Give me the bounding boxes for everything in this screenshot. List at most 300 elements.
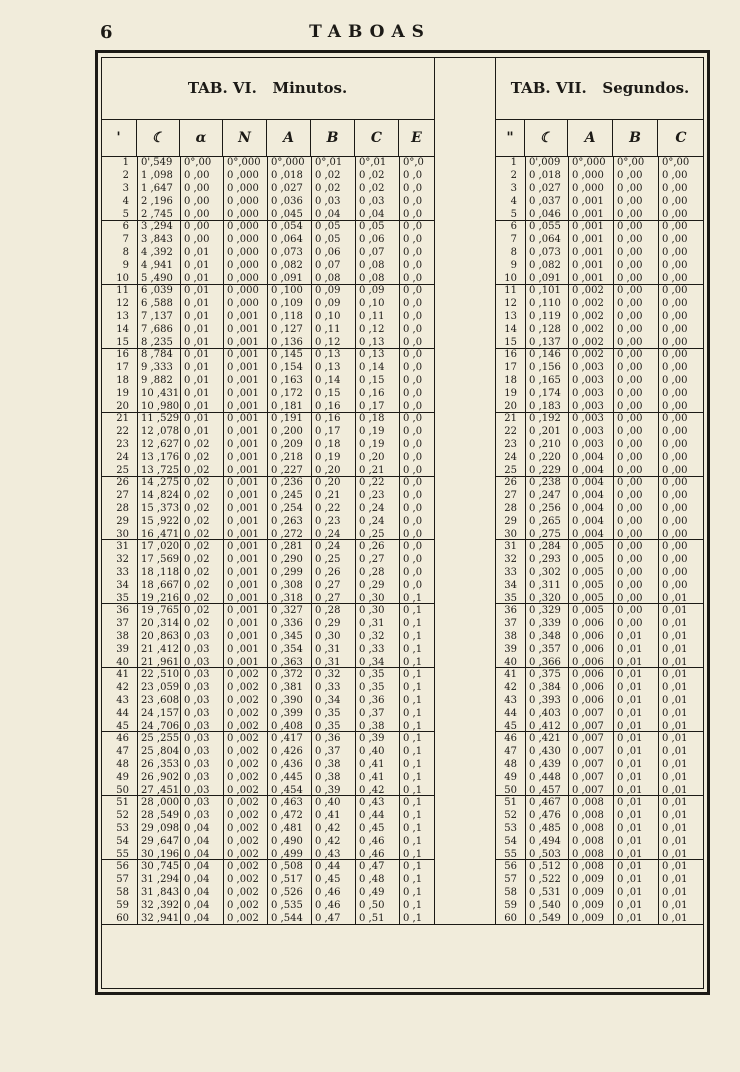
tab7-cell: 0 ,01 xyxy=(617,848,643,860)
tab6-table-row xyxy=(101,233,434,246)
tab6-cell: 43 xyxy=(116,694,129,706)
tab6-cell: 0 ,091 xyxy=(271,273,303,285)
tab7-cell: 15 xyxy=(504,337,517,349)
tab7-table-row xyxy=(496,912,704,925)
tab6-cell: 0 ,45 xyxy=(315,873,341,885)
tab7-cell: 0 ,119 xyxy=(529,311,561,323)
tab6-cell: 0 ,454 xyxy=(271,784,303,796)
tab6-cell: 0 ,073 xyxy=(271,247,303,259)
tab7-table-row xyxy=(496,694,704,707)
tab7-cell: 0 ,00 xyxy=(617,439,643,451)
tab7-cell: 0 ,073 xyxy=(529,247,561,259)
tab6-cell: 3 ,843 xyxy=(141,234,173,246)
tab6-cell: 0 ,0 xyxy=(403,324,423,336)
tab6-cell: 25 xyxy=(116,465,129,477)
tab6-cell: 49 xyxy=(116,771,129,783)
tab6-cell: 0 ,001 xyxy=(227,592,259,604)
tab7-table-row xyxy=(496,630,704,643)
tab6-cell: 0 ,0 xyxy=(403,579,423,591)
tab7-cell: 47 xyxy=(504,745,517,757)
tab6-cell: 0 ,308 xyxy=(271,579,303,591)
tab7-cell: 0 ,004 xyxy=(572,516,604,528)
tab7-cell: 0 ,005 xyxy=(572,540,604,552)
tab7-cell: 31 xyxy=(504,540,517,552)
tab6-cell: 0°,000 xyxy=(227,157,261,169)
tab6-header-cell: E xyxy=(411,130,422,146)
tab6-cell: 0 ,0 xyxy=(403,452,423,464)
tab7-cell: 0 ,004 xyxy=(572,452,604,464)
tab6-table-row xyxy=(101,540,434,553)
tab6-cell: 0 ,001 xyxy=(227,656,259,668)
tab6-cell: 1 xyxy=(122,157,129,169)
tab6-cell: 0 ,1 xyxy=(403,809,423,821)
tab7-cell: 0 ,01 xyxy=(662,668,688,680)
tab7-cell: 0 ,01 xyxy=(617,873,643,885)
tab6-table-row xyxy=(101,169,434,182)
tab6-cell: 0°,0 xyxy=(403,157,424,169)
tab6-table-row xyxy=(101,284,434,297)
tab7-cell: 0 ,512 xyxy=(529,860,561,872)
tab6-cell: 0 ,03 xyxy=(184,630,210,642)
tab6-table-row xyxy=(101,668,434,681)
tab6-cell: 0 ,22 xyxy=(359,477,385,489)
tab7-cell: 0 ,001 xyxy=(572,221,604,233)
tab6-cell: 0°,01 xyxy=(315,157,343,169)
tab7-cell: 8 xyxy=(510,247,517,259)
tab7-cell: 0 ,01 xyxy=(662,835,688,847)
tab6-cell: 0 ,33 xyxy=(359,643,385,655)
tab6-cell: 0 ,417 xyxy=(271,732,303,744)
tab6-cell: 0 ,13 xyxy=(315,362,341,374)
tab6-cell: 8 ,784 xyxy=(141,349,173,361)
tab7-cell: 0 ,00 xyxy=(617,285,643,297)
tab6-cell: 0 ,1 xyxy=(403,732,423,744)
tab7-cell: 16 xyxy=(504,349,517,361)
tab7-cell: 0 ,01 xyxy=(662,604,688,616)
tab6-cell: 0 ,41 xyxy=(315,809,341,821)
tab7-cell: 0 ,01 xyxy=(662,681,688,693)
tab7-cell: 0 ,357 xyxy=(529,643,561,655)
tab6-cell: 18 ,667 xyxy=(141,579,180,591)
tab6-cell: 0 ,19 xyxy=(359,439,385,451)
tab7-cell: 0 ,01 xyxy=(662,784,688,796)
tab7-table-row xyxy=(496,553,704,566)
tab7-cell: 0 ,00 xyxy=(662,413,688,425)
tab6-cell: 0 ,02 xyxy=(315,170,341,182)
tab7-cell: 0 ,001 xyxy=(572,196,604,208)
tab7-cell: 0°,000 xyxy=(572,157,606,169)
tab6-cell: 11 ,529 xyxy=(141,413,180,425)
tab6-cell: 0 ,42 xyxy=(315,835,341,847)
tab7-cell: 0 ,00 xyxy=(617,465,643,477)
tab7-table-row xyxy=(496,246,704,259)
tab6-cell: 0 ,001 xyxy=(227,401,259,413)
tab6-table-row xyxy=(101,297,434,310)
tab6-table-row xyxy=(101,310,434,323)
tab7-cell: 25 xyxy=(504,465,517,477)
tab6-cell: 0 ,002 xyxy=(227,860,259,872)
tab7-table-row xyxy=(496,323,704,336)
tab6-cell: 0 ,001 xyxy=(227,426,259,438)
tab7-cell: 23 xyxy=(504,439,517,451)
tab7-cell: 0 ,421 xyxy=(529,732,561,744)
page-number: 6 xyxy=(100,22,113,43)
tab6-cell: 0 ,490 xyxy=(271,835,303,847)
tab7-cell: 0 ,165 xyxy=(529,375,561,387)
tab6-cell: 0 ,002 xyxy=(227,668,259,680)
tab7-cell: 3 xyxy=(510,183,517,195)
tab6-cell: 0 ,04 xyxy=(184,822,210,834)
tab7-cell: 0 ,002 xyxy=(572,285,604,297)
tab7-cell: 0°,00 xyxy=(662,157,690,169)
tab6-cell: 0 ,408 xyxy=(271,720,303,732)
tab6-cell: 53 xyxy=(116,822,129,834)
tab7-cell: 0 ,00 xyxy=(617,183,643,195)
tab7-cell: 11 xyxy=(504,285,517,297)
tab6-cell: 0 ,002 xyxy=(227,809,259,821)
tab7-cell: 0 ,339 xyxy=(529,617,561,629)
tab7-cell: 0 ,003 xyxy=(572,401,604,413)
tab7-cell: 0 ,00 xyxy=(662,477,688,489)
tab6-table-row xyxy=(101,860,434,873)
tab6-cell: 0 ,01 xyxy=(184,311,210,323)
tab6-cell: 0 ,23 xyxy=(315,516,341,528)
tab6-cell: 0 ,02 xyxy=(184,592,210,604)
tab6-cell: 0 ,001 xyxy=(227,490,259,502)
tab6-cell: 0 ,399 xyxy=(271,707,303,719)
tab6-cell: 0 ,02 xyxy=(184,604,210,616)
tab7-cell: 0 ,522 xyxy=(529,873,561,885)
tab7-cell: 0 ,008 xyxy=(572,822,604,834)
tab6-cell: 0 ,00 xyxy=(184,183,210,195)
tab6-cell: 0 ,002 xyxy=(227,873,259,885)
tab6-cell: 0 ,002 xyxy=(227,720,259,732)
tab7-cell: 0 ,001 xyxy=(572,234,604,246)
tab6-cell: 0 ,1 xyxy=(403,707,423,719)
tab7-table-row xyxy=(496,233,704,246)
tab7-cell: 5 xyxy=(510,209,517,221)
tab7-table-row xyxy=(496,169,704,182)
tab7-cell: 0 ,00 xyxy=(662,234,688,246)
tab7-cell: 42 xyxy=(504,681,517,693)
tab7-cell: 0 ,192 xyxy=(529,413,561,425)
tab7-table-row xyxy=(496,387,704,400)
tab6-cell: 0 ,08 xyxy=(359,260,385,272)
tab6-table-row xyxy=(101,412,434,425)
tab6-cell: 0 ,535 xyxy=(271,899,303,911)
tab7-cell: 0 ,005 xyxy=(572,553,604,565)
tab7-cell: 0°,00 xyxy=(617,157,645,169)
tab6-header-cell: ' xyxy=(101,120,137,156)
tab7-cell: 0 ,00 xyxy=(662,337,688,349)
tab7-cell: 0 ,003 xyxy=(572,388,604,400)
tab6-cell: 0 ,1 xyxy=(403,643,423,655)
tab6-cell: 0 ,03 xyxy=(184,694,210,706)
tab6-table-row xyxy=(101,489,434,502)
tab6-cell: 0 ,1 xyxy=(403,796,423,808)
tab7-table-row xyxy=(496,297,704,310)
tab6-cell: 0 ,29 xyxy=(315,617,341,629)
tab7-cell: 0 ,01 xyxy=(662,848,688,860)
tab7-cell: 0 ,00 xyxy=(662,516,688,528)
tab7-cell: 0 ,00 xyxy=(662,221,688,233)
tab6-cell: 0 ,20 xyxy=(315,477,341,489)
tab7-header-cell: B xyxy=(613,120,658,156)
tab7-cell: 0 ,00 xyxy=(662,375,688,387)
tab6-cell: 0 ,00 xyxy=(184,209,210,221)
tab6-cell: 0 ,191 xyxy=(271,413,303,425)
tab6-cell: 0 ,001 xyxy=(227,630,259,642)
tab6-cell: 0 ,245 xyxy=(271,490,303,502)
tab6-cell: 0 ,30 xyxy=(359,604,385,616)
tab6-cell: 0 ,38 xyxy=(315,771,341,783)
tab7-cell: 45 xyxy=(504,720,517,732)
tab7-cell: 0 ,174 xyxy=(529,388,561,400)
tab6-cell: 5 xyxy=(122,209,129,221)
tab6-cell: 0 ,28 xyxy=(359,566,385,578)
tab6-cell: 0 ,002 xyxy=(227,899,259,911)
tab6-cell: 0 ,236 xyxy=(271,477,303,489)
tab6-cell: 0 ,31 xyxy=(359,617,385,629)
tab7-table-row xyxy=(496,220,704,233)
tab6-cell: 0 ,0 xyxy=(403,234,423,246)
tab6-cell: 0 ,04 xyxy=(184,860,210,872)
tab7-cell: 0 ,01 xyxy=(662,860,688,872)
tab6-cell: 17 xyxy=(116,362,129,374)
tab7-cell: 0 ,01 xyxy=(662,912,688,924)
tab6-cell: 0 ,41 xyxy=(359,771,385,783)
tab6-cell: 0 ,08 xyxy=(359,273,385,285)
tab6-cell: 0 ,04 xyxy=(315,209,341,221)
tab6-cell: 0 ,000 xyxy=(227,170,259,182)
tab7-cell: 0 ,457 xyxy=(529,784,561,796)
tab7-cell: 0 ,00 xyxy=(617,592,643,604)
tab7-cell: 0 ,01 xyxy=(617,899,643,911)
tab7-cell: 0 ,229 xyxy=(529,465,561,477)
tab7-header-cell: A xyxy=(568,120,613,156)
tab6-cell: 0 ,01 xyxy=(184,324,210,336)
tab6-cell: 0 ,001 xyxy=(227,540,259,552)
tab6-cell: 0 ,0 xyxy=(403,298,423,310)
tab7-cell: 0 ,00 xyxy=(662,362,688,374)
tab7-cell: 0 ,01 xyxy=(662,873,688,885)
tab6-cell: 0 ,05 xyxy=(315,234,341,246)
tab7-cell: 0 ,247 xyxy=(529,490,561,502)
tab6-cell: 0 ,001 xyxy=(227,566,259,578)
tab7-cell: 0 ,003 xyxy=(572,362,604,374)
tab6-table-row xyxy=(101,899,434,912)
tab7-cell: 0 ,00 xyxy=(662,540,688,552)
tab7-cell: 0 ,156 xyxy=(529,362,561,374)
tab7-cell: 27 xyxy=(504,490,517,502)
tab7-cell: 0 ,00 xyxy=(617,298,643,310)
tab7-cell: 26 xyxy=(504,477,517,489)
tab6-cell: 0 ,01 xyxy=(184,337,210,349)
tab6-cell: 0 ,46 xyxy=(315,886,341,898)
tab7-cell: 0 ,01 xyxy=(617,796,643,808)
tab7-cell: 0 ,007 xyxy=(572,745,604,757)
tab6-cell: 0 ,001 xyxy=(227,516,259,528)
tab6-cell: 52 xyxy=(116,809,129,821)
tab6-cell: 0 ,03 xyxy=(184,784,210,796)
tab7-cell: 46 xyxy=(504,732,517,744)
tab7-cell: 0 ,128 xyxy=(529,324,561,336)
tab6-header-cell: N xyxy=(223,120,267,156)
tab7-cell: 0 ,00 xyxy=(662,553,688,565)
tab6-cell: 12 xyxy=(116,298,129,310)
tab6-cell: 0 ,508 xyxy=(271,860,303,872)
tab6-cell: 29 xyxy=(116,516,129,528)
tab7-cell: 0 ,027 xyxy=(529,183,561,195)
tab7-cell: 0 ,01 xyxy=(662,732,688,744)
tab7-cell: 0 ,01 xyxy=(662,886,688,898)
tab6-cell: 42 xyxy=(116,681,129,693)
tab7-cell: 0 ,137 xyxy=(529,337,561,349)
tab7-table-row xyxy=(496,374,704,387)
tab7-cell: 0 ,00 xyxy=(662,426,688,438)
tab6-cell: 0 ,02 xyxy=(184,617,210,629)
tab6-cell: 0 ,10 xyxy=(315,311,341,323)
tab6-cell: 54 xyxy=(116,835,129,847)
tab6-cell: 0 ,0 xyxy=(403,529,423,541)
tab6-subtitle: Minutos. xyxy=(272,79,348,97)
tab7-cell: 18 xyxy=(504,375,517,387)
tab7-cell: 0 ,00 xyxy=(617,337,643,349)
tab6-cell: 0 ,03 xyxy=(184,656,210,668)
tab6-cell: 0 ,43 xyxy=(359,796,385,808)
tab6-cell: 0 ,31 xyxy=(315,643,341,655)
tab6-cell: 0 ,03 xyxy=(184,668,210,680)
tab6-cell: 0 ,0 xyxy=(403,221,423,233)
tab7-table-row xyxy=(496,758,704,771)
tab7-cell: 0 ,01 xyxy=(617,643,643,655)
tab6-cell: 13 xyxy=(116,311,129,323)
tab7-cell: 0 ,007 xyxy=(572,758,604,770)
tab7-cell: 0 ,01 xyxy=(662,745,688,757)
tab7-cell: 0 ,00 xyxy=(617,529,643,541)
tab7-cell: 0 ,01 xyxy=(617,720,643,732)
tab6-table-row xyxy=(101,438,434,451)
tab6-cell: 0 ,318 xyxy=(271,592,303,604)
tab6-header-cell: B xyxy=(311,120,355,156)
tab6-cell: 0 ,11 xyxy=(359,311,385,323)
tab6-cell: 30 ,196 xyxy=(141,848,180,860)
tab6-cell: 46 xyxy=(116,732,129,744)
tab6-cell: 0 ,1 xyxy=(403,758,423,770)
tab6-cell: 25 ,804 xyxy=(141,745,180,757)
tab6-cell: 8 ,235 xyxy=(141,337,173,349)
tab6-cell: 0 ,001 xyxy=(227,604,259,616)
tab7-cell: 0 ,01 xyxy=(617,758,643,770)
tab6-cell: 0',549 xyxy=(141,157,173,169)
tab7-cell: 0 ,00 xyxy=(662,401,688,413)
tab6-cell: 21 ,961 xyxy=(141,656,180,668)
tab6-cell: 20 ,863 xyxy=(141,630,180,642)
tab7-cell: 0 ,003 xyxy=(572,413,604,425)
tab7-cell: 0 ,007 xyxy=(572,707,604,719)
tab7-cell: 0 ,00 xyxy=(662,260,688,272)
tab7-cell: 0 ,008 xyxy=(572,796,604,808)
tab6-cell: 0 ,40 xyxy=(315,796,341,808)
tab6-cell: 50 xyxy=(116,784,129,796)
tab7-cell: 9 xyxy=(510,260,517,272)
tab7-table-row xyxy=(496,566,704,579)
tab6-cell: 0 ,03 xyxy=(315,196,341,208)
tab6-cell: 0 ,03 xyxy=(184,681,210,693)
tab6-cell: 0 ,002 xyxy=(227,796,259,808)
tab7-cell: 0 ,549 xyxy=(529,912,561,924)
tab6-header-cell: C xyxy=(355,120,399,156)
tab6-cell: 0 ,30 xyxy=(359,592,385,604)
tab6-cell: 30 xyxy=(116,529,129,541)
tab6-cell: 40 xyxy=(116,656,129,668)
tab6-cell: 0 ,1 xyxy=(403,822,423,834)
tab6-cell: 0 ,001 xyxy=(227,617,259,629)
tab6-cell: 19 ,216 xyxy=(141,592,180,604)
tab6-cell: 0 ,0 xyxy=(403,566,423,578)
tab6-cell: 0 ,1 xyxy=(403,848,423,860)
tab6-cell: 0°,00 xyxy=(184,157,212,169)
tab6-cell: 0 ,14 xyxy=(315,375,341,387)
tab7-cell: 0 ,01 xyxy=(617,732,643,744)
tab6-cell: 23 ,059 xyxy=(141,681,180,693)
tab6-cell: 37 xyxy=(116,617,129,629)
tab6-cell: 0 ,02 xyxy=(184,540,210,552)
tab6-cell: 0 ,327 xyxy=(271,604,303,616)
tab6-cell: 22 ,510 xyxy=(141,668,180,680)
tab6-cell: 0 ,154 xyxy=(271,362,303,374)
tab6-cell: 0 ,27 xyxy=(315,579,341,591)
tab6-cell: 0 ,000 xyxy=(227,285,259,297)
tab6-cell: 0 ,001 xyxy=(227,579,259,591)
tab6-cell: 0 ,290 xyxy=(271,553,303,565)
tab6-cell: 0 ,44 xyxy=(359,809,385,821)
tab6-cell: 4 ,392 xyxy=(141,247,173,259)
tab6-cell: 0 ,21 xyxy=(315,490,341,502)
tab6-table-row xyxy=(101,579,434,592)
tab7-cell: 0 ,00 xyxy=(662,324,688,336)
tab6-cell: 0 ,002 xyxy=(227,758,259,770)
tab7-cell: 0 ,003 xyxy=(572,426,604,438)
tab7-cell: 0 ,01 xyxy=(662,656,688,668)
tab6-cell: 0 ,163 xyxy=(271,375,303,387)
tab6-cell: 0 ,02 xyxy=(184,490,210,502)
tab6-cell: 0 ,118 xyxy=(271,311,303,323)
tab7-cell: 0 ,00 xyxy=(617,490,643,502)
tab6-cell: 0 ,12 xyxy=(359,324,385,336)
tab6-cell: 0 ,1 xyxy=(403,784,423,796)
tab6-cell: 0 ,0 xyxy=(403,413,423,425)
tab6-cell: 0 ,00 xyxy=(184,221,210,233)
tab6-cell: 0 ,200 xyxy=(271,426,303,438)
tab6-cell: 34 xyxy=(116,579,129,591)
tab6-cell: 0 ,02 xyxy=(184,529,210,541)
tab7-cell: 0 ,00 xyxy=(662,349,688,361)
tab6-cell: 0 ,000 xyxy=(227,298,259,310)
tab6-cell: 0 ,07 xyxy=(359,247,385,259)
tab7-cell: 0 ,003 xyxy=(572,375,604,387)
tab7-cell: 0 ,439 xyxy=(529,758,561,770)
tab7-table-row xyxy=(496,195,704,208)
tab7-cell: 0 ,293 xyxy=(529,553,561,565)
tab6-cell: 0 ,20 xyxy=(359,452,385,464)
tab7-cell: 59 xyxy=(504,899,517,911)
tab6-cell: 27 ,451 xyxy=(141,784,180,796)
tab6-cell: 0 ,002 xyxy=(227,835,259,847)
tab6-cell: 16 ,471 xyxy=(141,529,180,541)
tab6-cell: 0 ,0 xyxy=(403,426,423,438)
tab6-cell: 0 ,04 xyxy=(184,886,210,898)
